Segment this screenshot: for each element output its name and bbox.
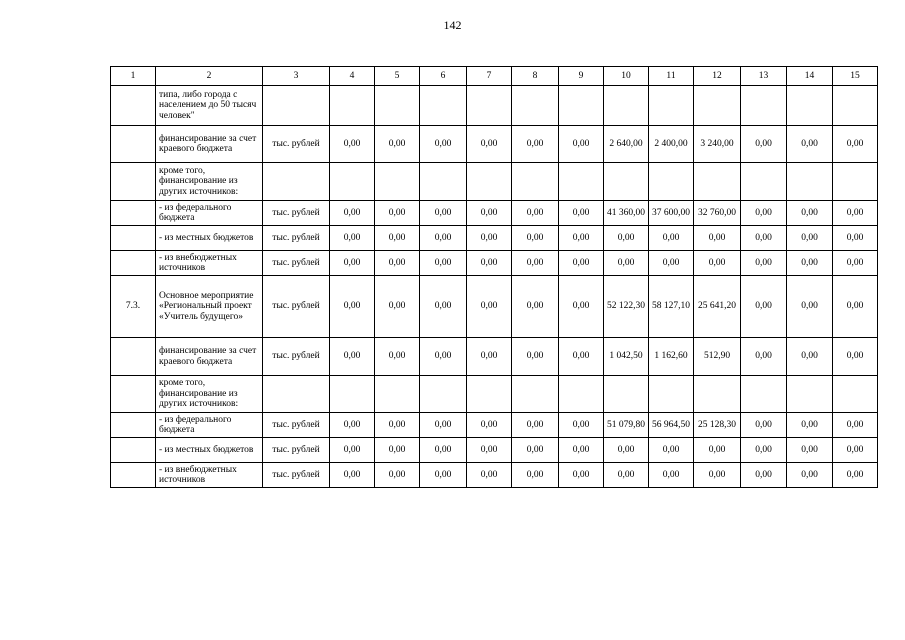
table-row: [111, 413, 878, 438]
value-cell: 0,00: [420, 413, 467, 438]
table-row: [111, 163, 878, 201]
value-cell: 0,00: [420, 338, 467, 376]
row-unit: тыс. рублей: [263, 126, 330, 163]
value-cell: 32 760,00: [694, 201, 741, 226]
budget-table: [110, 66, 878, 488]
row-unit: [263, 86, 330, 126]
column-number: 10: [604, 67, 649, 86]
row-unit: тыс. рублей: [263, 413, 330, 438]
value-cell: 0,00: [787, 438, 833, 463]
column-number: 3: [263, 67, 330, 86]
value-cell: [833, 163, 878, 201]
table-row: [111, 376, 878, 413]
value-cell: 0,00: [559, 201, 604, 226]
value-cell: [420, 376, 467, 413]
table-header-row: [111, 67, 878, 86]
row-description: финансирование за счет краевого бюджета: [156, 126, 263, 163]
value-cell: 0,00: [467, 226, 512, 251]
value-cell: 0,00: [741, 126, 787, 163]
value-cell: 512,90: [694, 338, 741, 376]
value-cell: [741, 86, 787, 126]
value-cell: 0,00: [787, 201, 833, 226]
value-cell: 0,00: [512, 126, 559, 163]
value-cell: 0,00: [330, 413, 375, 438]
value-cell: [787, 86, 833, 126]
value-cell: 0,00: [741, 226, 787, 251]
value-cell: 0,00: [559, 438, 604, 463]
row-number: [111, 86, 156, 126]
value-cell: 0,00: [787, 251, 833, 276]
column-number: 12: [694, 67, 741, 86]
row-number: 7.3.: [111, 276, 156, 338]
row-unit: тыс. рублей: [263, 251, 330, 276]
value-cell: 0,00: [467, 413, 512, 438]
row-unit: тыс. рублей: [263, 201, 330, 226]
value-cell: 0,00: [375, 276, 420, 338]
column-number: 14: [787, 67, 833, 86]
row-unit: тыс. рублей: [263, 276, 330, 338]
value-cell: 0,00: [330, 226, 375, 251]
value-cell: 0,00: [833, 463, 878, 488]
value-cell: [694, 376, 741, 413]
value-cell: 0,00: [559, 463, 604, 488]
value-cell: 0,00: [649, 226, 694, 251]
row-number: [111, 201, 156, 226]
value-cell: 0,00: [694, 251, 741, 276]
value-cell: 0,00: [833, 338, 878, 376]
value-cell: 0,00: [420, 438, 467, 463]
value-cell: [512, 163, 559, 201]
row-description: - из внебюджетных источников: [156, 463, 263, 488]
value-cell: 0,00: [787, 276, 833, 338]
value-cell: 0,00: [375, 463, 420, 488]
value-cell: [833, 376, 878, 413]
value-cell: 0,00: [741, 201, 787, 226]
value-cell: [330, 163, 375, 201]
value-cell: 0,00: [559, 276, 604, 338]
value-cell: 0,00: [375, 251, 420, 276]
row-unit: тыс. рублей: [263, 438, 330, 463]
value-cell: 0,00: [787, 126, 833, 163]
value-cell: 0,00: [741, 276, 787, 338]
value-cell: 0,00: [649, 251, 694, 276]
value-cell: 58 127,10: [649, 276, 694, 338]
value-cell: 0,00: [649, 438, 694, 463]
row-number: [111, 413, 156, 438]
column-number: 1: [111, 67, 156, 86]
value-cell: [694, 86, 741, 126]
value-cell: [833, 86, 878, 126]
value-cell: 0,00: [420, 201, 467, 226]
table-row: [111, 126, 878, 163]
value-cell: [467, 376, 512, 413]
value-cell: 0,00: [787, 463, 833, 488]
value-cell: 0,00: [375, 338, 420, 376]
value-cell: 0,00: [330, 276, 375, 338]
value-cell: [512, 376, 559, 413]
column-number: 5: [375, 67, 420, 86]
column-number: 2: [156, 67, 263, 86]
value-cell: [649, 86, 694, 126]
value-cell: 0,00: [375, 438, 420, 463]
row-description: типа, либо города с населением до 50 тысяч человек": [156, 86, 263, 126]
value-cell: 0,00: [559, 338, 604, 376]
value-cell: 0,00: [512, 251, 559, 276]
value-cell: 0,00: [375, 413, 420, 438]
table-row: [111, 226, 878, 251]
value-cell: 3 240,00: [694, 126, 741, 163]
value-cell: 0,00: [833, 226, 878, 251]
value-cell: 0,00: [833, 276, 878, 338]
value-cell: 0,00: [694, 226, 741, 251]
page-number: 142: [443, 18, 462, 32]
row-number: [111, 376, 156, 413]
column-number: 13: [741, 67, 787, 86]
value-cell: [467, 163, 512, 201]
row-unit: [263, 163, 330, 201]
column-number: 6: [420, 67, 467, 86]
value-cell: [649, 163, 694, 201]
value-cell: 0,00: [833, 413, 878, 438]
value-cell: 0,00: [559, 251, 604, 276]
value-cell: 0,00: [741, 438, 787, 463]
row-description: - из федерального бюджета: [156, 201, 263, 226]
value-cell: [420, 86, 467, 126]
value-cell: 0,00: [330, 338, 375, 376]
value-cell: 0,00: [467, 438, 512, 463]
value-cell: 0,00: [604, 438, 649, 463]
value-cell: 0,00: [467, 276, 512, 338]
row-description: - из федерального бюджета: [156, 413, 263, 438]
value-cell: 0,00: [420, 463, 467, 488]
value-cell: 0,00: [467, 251, 512, 276]
table-row: [111, 86, 878, 126]
value-cell: [375, 86, 420, 126]
value-cell: [741, 376, 787, 413]
value-cell: [512, 86, 559, 126]
value-cell: 0,00: [787, 338, 833, 376]
value-cell: [604, 86, 649, 126]
value-cell: 0,00: [375, 226, 420, 251]
value-cell: 0,00: [604, 251, 649, 276]
value-cell: 0,00: [512, 438, 559, 463]
value-cell: [787, 376, 833, 413]
value-cell: 0,00: [512, 226, 559, 251]
row-description: - из местных бюджетов: [156, 438, 263, 463]
value-cell: 0,00: [604, 463, 649, 488]
value-cell: 37 600,00: [649, 201, 694, 226]
value-cell: 1 162,60: [649, 338, 694, 376]
row-number: [111, 251, 156, 276]
value-cell: [420, 163, 467, 201]
table-row: [111, 251, 878, 276]
value-cell: 0,00: [512, 201, 559, 226]
value-cell: 0,00: [512, 276, 559, 338]
value-cell: 0,00: [330, 463, 375, 488]
value-cell: 0,00: [741, 463, 787, 488]
value-cell: 0,00: [741, 413, 787, 438]
value-cell: 0,00: [420, 251, 467, 276]
value-cell: 56 964,50: [649, 413, 694, 438]
value-cell: [559, 86, 604, 126]
row-number: [111, 338, 156, 376]
column-number: 4: [330, 67, 375, 86]
column-number: 7: [467, 67, 512, 86]
value-cell: [375, 376, 420, 413]
value-cell: [694, 163, 741, 201]
column-number: 11: [649, 67, 694, 86]
value-cell: 0,00: [694, 463, 741, 488]
value-cell: 0,00: [420, 126, 467, 163]
value-cell: 0,00: [330, 201, 375, 226]
value-cell: 0,00: [512, 413, 559, 438]
value-cell: [741, 163, 787, 201]
value-cell: 1 042,50: [604, 338, 649, 376]
row-unit: [263, 376, 330, 413]
value-cell: 25 128,30: [694, 413, 741, 438]
value-cell: 0,00: [420, 226, 467, 251]
value-cell: [604, 376, 649, 413]
value-cell: 0,00: [330, 438, 375, 463]
value-cell: 0,00: [375, 201, 420, 226]
table-row: [111, 201, 878, 226]
row-description: финансирование за счет краевого бюджета: [156, 338, 263, 376]
value-cell: 0,00: [741, 338, 787, 376]
row-description: - из внебюджетных источников: [156, 251, 263, 276]
value-cell: 0,00: [330, 126, 375, 163]
value-cell: 51 079,80: [604, 413, 649, 438]
value-cell: [330, 86, 375, 126]
value-cell: 2 400,00: [649, 126, 694, 163]
value-cell: [604, 163, 649, 201]
value-cell: 0,00: [467, 338, 512, 376]
value-cell: 0,00: [467, 463, 512, 488]
row-description: кроме того, финансирование из других источников:: [156, 163, 263, 201]
row-unit: тыс. рублей: [263, 338, 330, 376]
value-cell: 0,00: [741, 251, 787, 276]
row-number: [111, 438, 156, 463]
value-cell: 0,00: [787, 226, 833, 251]
value-cell: 0,00: [604, 226, 649, 251]
value-cell: 0,00: [833, 201, 878, 226]
row-unit: тыс. рублей: [263, 226, 330, 251]
column-number: 15: [833, 67, 878, 86]
value-cell: 0,00: [559, 126, 604, 163]
row-description: Основное мероприятие «Региональный проект «Учитель будущего»: [156, 276, 263, 338]
value-cell: [467, 86, 512, 126]
value-cell: 0,00: [559, 226, 604, 251]
value-cell: 0,00: [649, 463, 694, 488]
table-row: [111, 438, 878, 463]
value-cell: [375, 163, 420, 201]
value-cell: 41 360,00: [604, 201, 649, 226]
value-cell: [649, 376, 694, 413]
row-number: [111, 463, 156, 488]
row-description: - из местных бюджетов: [156, 226, 263, 251]
value-cell: 0,00: [833, 126, 878, 163]
row-number: [111, 163, 156, 201]
row-number: [111, 226, 156, 251]
value-cell: 0,00: [787, 413, 833, 438]
value-cell: 0,00: [420, 276, 467, 338]
value-cell: 0,00: [833, 438, 878, 463]
column-number: 9: [559, 67, 604, 86]
value-cell: 25 641,20: [694, 276, 741, 338]
value-cell: 0,00: [833, 251, 878, 276]
value-cell: 0,00: [467, 201, 512, 226]
value-cell: 0,00: [330, 251, 375, 276]
column-number: 8: [512, 67, 559, 86]
table-row: [111, 338, 878, 376]
row-unit: тыс. рублей: [263, 463, 330, 488]
value-cell: 0,00: [467, 126, 512, 163]
value-cell: [787, 163, 833, 201]
value-cell: 2 640,00: [604, 126, 649, 163]
value-cell: [559, 376, 604, 413]
value-cell: [330, 376, 375, 413]
value-cell: 52 122,30: [604, 276, 649, 338]
value-cell: 0,00: [512, 463, 559, 488]
value-cell: [559, 163, 604, 201]
value-cell: 0,00: [694, 438, 741, 463]
row-description: кроме того, финансирование из других источников:: [156, 376, 263, 413]
table-row: [111, 276, 878, 338]
value-cell: 0,00: [512, 338, 559, 376]
value-cell: 0,00: [559, 413, 604, 438]
table-row: [111, 463, 878, 488]
row-number: [111, 126, 156, 163]
value-cell: 0,00: [375, 126, 420, 163]
